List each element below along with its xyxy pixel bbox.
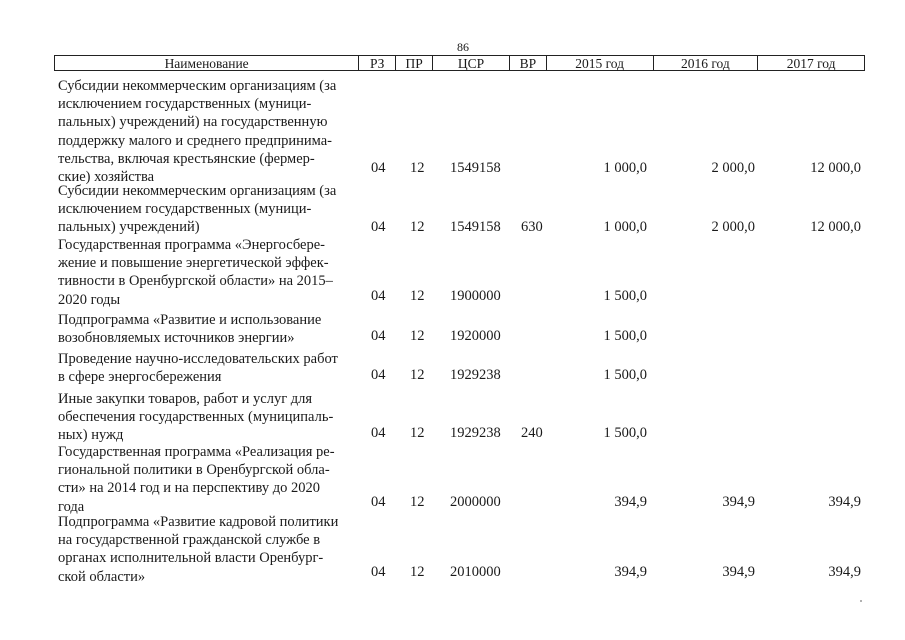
row-2016: 2 000,0 [711,219,755,235]
row-csr: 1929238 [450,367,501,383]
row-name: Субсидии некоммерческим организациям (за исключением государственных (муници- пальных) учреждений) [58,183,337,236]
row-name: Государственная программа «Реализация ре- гиональной политики в Оренбургской обла- сти» на 2014 год и на перспективу до 2020 года [58,444,335,515]
row-rz: 04 [371,219,386,235]
row-2015: 1 500,0 [603,367,647,383]
row-name: Иные закупки товаров, работ и услуг для обеспечения государственных (муниципаль- ных) нужд [58,391,334,444]
row-csr: 1920000 [450,328,501,344]
row-2017: 12 000,0 [810,219,861,235]
row-name: Субсидии некоммерческим организациям (за исключением государственных (муници- пальных) учреждений) на государственную поддержку малого и среднего предпринима- тельства, включая крестьянские (фермер- ские) хозяйства [58,78,337,186]
row-rz: 04 [371,328,386,344]
row-rz: 04 [371,564,386,580]
row-2017: 394,9 [828,494,861,510]
row-rz: 04 [371,288,386,304]
row-2015: 1 000,0 [603,160,647,176]
table-header [54,55,865,71]
row-pr: 12 [410,328,425,344]
row-vr: 630 [521,219,543,235]
row-2016: 394,9 [722,494,755,510]
row-rz: 04 [371,494,386,510]
row-2015: 394,9 [614,494,647,510]
row-rz: 04 [371,160,386,176]
header-2016: 2016 год [654,56,759,70]
row-2015: 394,9 [614,564,647,580]
row-2017: 394,9 [828,564,861,580]
row-rz: 04 [371,425,386,441]
row-name: Государственная программа «Энергосбере- жение и повышение энергетической эффек- тивности в Оренбургской области» на 2015– 2020 годы [58,237,333,308]
row-csr: 1549158 [450,219,501,235]
header-vr: ВР [510,56,547,70]
header-csr: ЦСР [433,56,510,70]
row-vr: 240 [521,425,543,441]
header-2015: 2015 год [547,56,654,70]
header-2017: 2017 год [786,56,836,71]
row-csr: 2000000 [450,494,501,510]
header-pr: ПР [396,56,433,70]
header-rz: РЗ [359,56,396,70]
row-2017: 12 000,0 [810,160,861,176]
scan-speck [860,600,862,602]
row-name: Проведение научно-исследовательских работ в сфере энергосбережения [58,351,338,386]
row-csr: 1900000 [450,288,501,304]
row-pr: 12 [410,219,425,235]
row-2016: 2 000,0 [711,160,755,176]
row-csr: 1549158 [450,160,501,176]
row-pr: 12 [410,425,425,441]
row-2015: 1 500,0 [603,425,647,441]
row-2015: 1 500,0 [603,328,647,344]
row-name: Подпрограмма «Развитие и использование возобновляемых источников энергии» [58,312,322,347]
header-name: Наименование [55,56,359,70]
page-number: 86 [457,40,469,54]
row-2016: 394,9 [722,564,755,580]
row-rz: 04 [371,367,386,383]
row-2015: 1 500,0 [603,288,647,304]
row-pr: 12 [410,494,425,510]
row-pr: 12 [410,160,425,176]
row-pr: 12 [410,288,425,304]
row-2015: 1 000,0 [603,219,647,235]
row-pr: 12 [410,367,425,383]
row-csr: 1929238 [450,425,501,441]
row-csr: 2010000 [450,564,501,580]
row-pr: 12 [410,564,425,580]
row-name: Подпрограмма «Развитие кадровой политики на государственной гражданской службе в органах исполнительной власти Оренбург- ской области» [58,514,339,585]
